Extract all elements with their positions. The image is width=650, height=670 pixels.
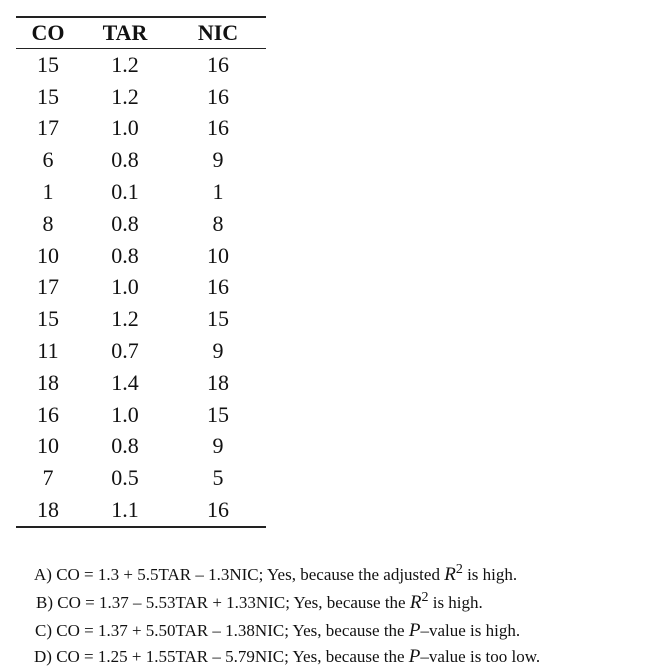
header-tar: TAR [102,20,148,45]
cell-tar: 1.0 [111,115,139,141]
cell-nic: 8 [212,210,224,236]
table-body [16,49,266,527]
cell-nic: 18 [207,369,229,395]
data-table [16,16,266,528]
cell-tar: 1.2 [111,51,139,77]
cell-tar: 0.7 [111,338,139,364]
cell-co: 18 [37,497,59,523]
option-d-text: D) CO = 1.25 + 1.55TAR – 5.79NIC; Yes, because the [34,647,409,666]
cell-tar: 0.1 [111,179,139,205]
table-row [16,144,266,176]
cell-tar: 1.1 [111,497,139,523]
option-b-text: B) CO = 1.37 – 5.53TAR + 1.33NIC; Yes, because the [36,593,410,612]
table-row [16,367,266,399]
option-a-text: A) CO = 1.3 + 5.5TAR – 1.3NIC; Yes, because the adjusted [34,565,445,584]
cell-tar: 0.5 [111,465,139,491]
option-d-suffix: –value is too low. [420,647,541,666]
cell-co: 1 [42,179,54,205]
cell-tar: 1.2 [111,83,139,109]
table-row [16,208,266,240]
cell-nic: 16 [207,115,229,141]
table-row [16,431,266,463]
option-a-suffix: is high. [462,565,518,584]
cell-co: 15 [37,306,59,332]
cell-tar: 1.0 [111,401,139,427]
option-c-variable: P [408,620,421,641]
table-row [16,81,266,113]
table-row [16,335,266,367]
cell-nic: 15 [207,306,229,332]
cell-tar: 0.8 [111,433,139,459]
cell-nic: 9 [212,433,224,459]
cell-tar: 0.8 [111,210,139,236]
table-row [16,176,266,208]
option-d-variable: P [408,646,421,667]
option-b-variable: R [409,592,422,613]
cell-tar: 1.0 [111,274,139,300]
cell-co: 15 [37,83,59,109]
cell-co: 8 [42,210,54,236]
cell-co: 10 [37,433,59,459]
table-row [16,399,266,431]
cell-nic: 9 [212,338,224,364]
option-b[interactable] [34,590,540,618]
cell-co: 6 [42,147,54,173]
header-co: CO [31,20,65,45]
cell-nic: 16 [207,497,229,523]
cell-nic: 16 [207,83,229,109]
cell-co: 15 [37,51,59,77]
option-b-superscript: 2 [421,590,429,605]
cell-co: 17 [37,274,59,300]
cell-co: 18 [37,369,59,395]
cell-co: 10 [37,242,59,268]
cell-nic: 10 [207,242,229,268]
header-nic: NIC [197,20,239,45]
cell-nic: 1 [212,179,224,205]
cell-nic: 9 [212,147,224,173]
cell-co: 7 [42,465,54,491]
table-header-row [16,17,266,49]
cell-co: 16 [37,401,59,427]
cell-nic: 16 [207,51,229,77]
cell-tar: 1.4 [111,369,139,395]
cell-nic: 5 [212,465,224,491]
cell-co: 11 [37,338,59,364]
cell-tar: 0.8 [111,147,139,173]
table-row [16,303,266,335]
option-d[interactable] [34,644,540,670]
option-a[interactable] [34,562,540,590]
table-row [16,240,266,272]
option-c-text: C) CO = 1.37 + 5.50TAR – 1.38NIC; Yes, because the [35,621,409,640]
option-c[interactable] [34,618,540,644]
table-row [16,272,266,304]
table-row [16,494,266,527]
option-a-variable: R [444,564,456,585]
table-row [16,49,266,81]
cell-nic: 15 [207,401,229,427]
cell-nic: 16 [207,274,229,300]
table-row [16,113,266,145]
option-c-suffix: –value is high. [420,621,521,640]
option-b-suffix: is high. [428,593,483,612]
answer-options [34,562,540,670]
cell-tar: 1.2 [111,306,139,332]
cell-co: 17 [37,115,59,141]
cell-tar: 0.8 [111,242,139,268]
table-row [16,462,266,494]
option-a-superscript: 2 [455,562,463,577]
